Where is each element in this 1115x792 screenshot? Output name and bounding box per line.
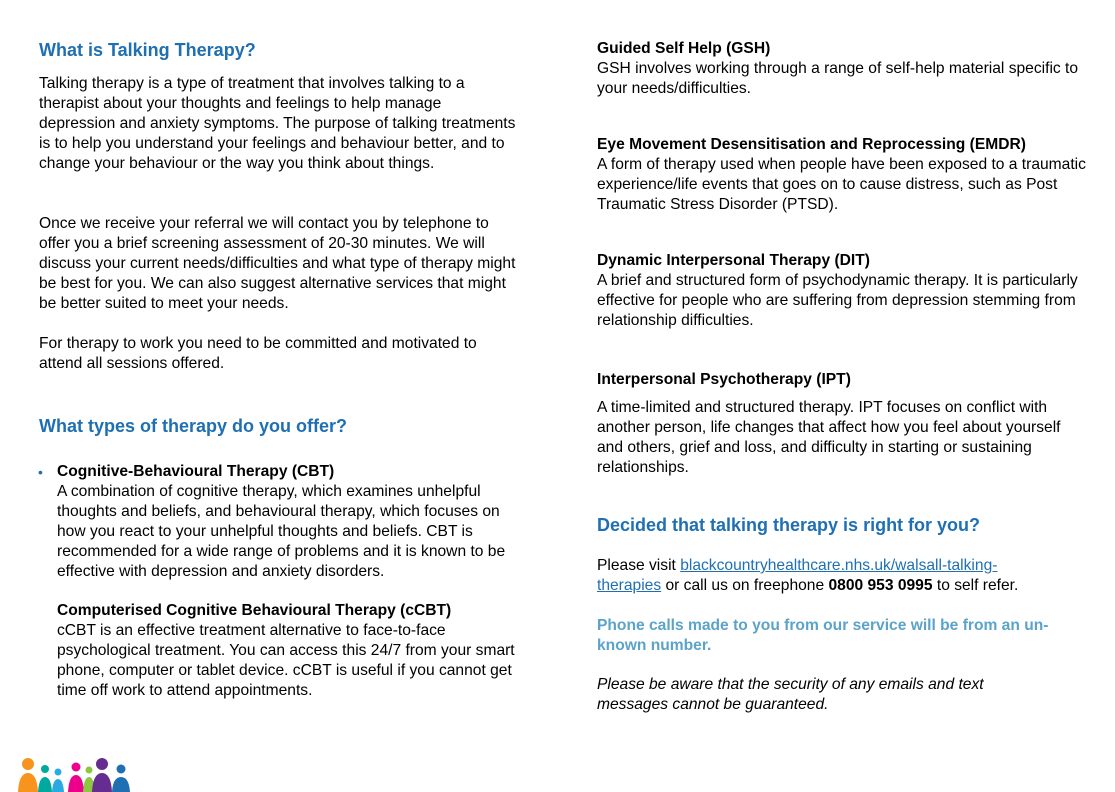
list-item-ccbt [57, 601, 519, 701]
heading-what-is-talking-therapy: What is Talking Therapy? [39, 40, 256, 60]
cbt-description: A combination of cognitive therapy, which examines unhelpful thoughts and beliefs, and behavioural therapy, which focuses on how you react to your unhelpful thoughts and beliefs. CBT is recommended for a wide range of problems and it is known to be effective with depression and anxiety disorders. [57, 483, 506, 580]
ipt-description: A time-limited and structured therapy. IPT focuses on conflict with another person, life changes that affect how you feel about yourself and others, grief and loss, and difficulty in starting or sustaining relationships. [597, 399, 1061, 476]
therapy-dit [597, 251, 1087, 331]
visit-middle: or call us on freephone [661, 577, 829, 594]
therapy-ipt [597, 370, 1087, 478]
commitment-paragraph: For therapy to work you need to be committed and motivated to attend all sessions offered. [39, 335, 477, 372]
website-link[interactable]: blackcountryhealthcare.nhs.uk/walsall-talking- therapies [597, 557, 998, 594]
referral-paragraph: Once we receive your referral we will contact you by telephone to offer you a brief screening assessment of 20-30 minutes. We will discuss your current needs/difficulties and what type of therapy might be best for you. We can also suggest alternative services that might be better suited to meet your needs. [39, 215, 516, 312]
ccbt-description: cCBT is an effective treatment alternative to face-to-face psychological treatment. You can access this 24/7 from your smart phone, computer or tablet device. cCBT is useful if you cannot get time off work to attend appointments. [57, 622, 515, 699]
cbt-title: Cognitive-Behavioural Therapy (CBT) [57, 463, 335, 480]
bullet-icon: • [38, 464, 43, 480]
dit-title: Dynamic Interpersonal Therapy (DIT) [597, 252, 870, 269]
visit-suffix: to self refer. [932, 577, 1019, 594]
emdr-description: A form of therapy used when people have been exposed to a traumatic experience/life events that goes on to cause distress, such as Post Traumatic Stress Disorder (PTSD). [597, 156, 1086, 213]
therapy-gsh [597, 39, 1087, 99]
phone-number: 0800 953 0995 [828, 577, 933, 594]
ccbt-title: Computerised Cognitive Behavioural Therapy (cCBT) [57, 602, 452, 619]
dit-description: A brief and structured form of psychodynamic therapy. It is particularly effective for people who are suffering from depression stemming from relationship difficulties. [597, 272, 1078, 329]
heading-types-of-therapy: What types of therapy do you offer? [39, 416, 348, 436]
ipt-title: Interpersonal Psychotherapy (IPT) [597, 371, 851, 388]
security-notice: Please be aware that the security of any emails and text messages cannot be guaranteed. [597, 676, 984, 713]
gsh-description: GSH involves working through a range of self-help material specific to your needs/difficulties. [597, 60, 1079, 97]
therapy-emdr [597, 135, 1087, 215]
heading-decided: Decided that talking therapy is right for you? [597, 515, 981, 535]
list-item-cbt [38, 462, 519, 582]
gsh-title: Guided Self Help (GSH) [597, 40, 771, 57]
people-group-logo-icon [18, 755, 138, 792]
visit-prefix: Please visit [597, 557, 681, 574]
emdr-title: Eye Movement Desensitisation and Reprocessing (EMDR) [597, 136, 1026, 153]
intro-paragraph: Talking therapy is a type of treatment that involves talking to a therapist about your thoughts and feelings to help manage depression and anxiety symptoms. The purpose of talking treatments is to help you understand your feelings and behaviour better, and to change your behaviour or the way you think about things. [39, 75, 516, 172]
phone-notice: Phone calls made to you from our service will be from an un- known number. [597, 617, 1049, 654]
self-refer-paragraph [597, 556, 1087, 596]
